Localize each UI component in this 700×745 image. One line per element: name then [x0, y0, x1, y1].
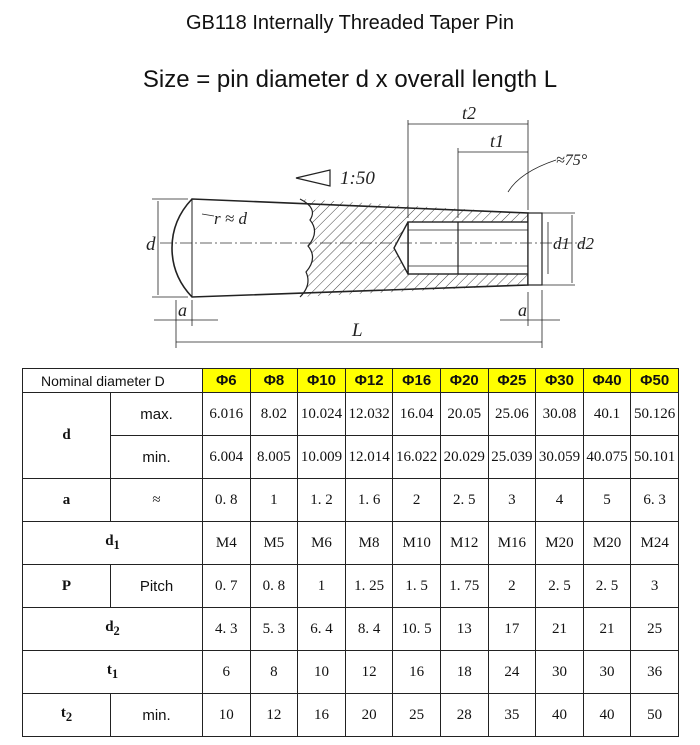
table-cell: 30.08	[536, 393, 584, 436]
table-cell: 2. 5	[440, 479, 488, 522]
size-header: Φ10	[298, 369, 346, 393]
table-cell: 20	[345, 694, 393, 737]
table-row-d1	[23, 522, 679, 565]
size-header: Φ40	[583, 369, 631, 393]
table-cell: 1	[250, 479, 298, 522]
size-header: Φ20	[440, 369, 488, 393]
table-cell: 50	[631, 694, 679, 737]
table-cell: 35	[488, 694, 536, 737]
size-header: Φ50	[631, 369, 679, 393]
table-row-t2	[23, 694, 679, 737]
label-t2: t2	[462, 103, 477, 123]
table-cell: 5	[583, 479, 631, 522]
table-cell: 1. 2	[298, 479, 346, 522]
table-row-d2	[23, 608, 679, 651]
table-row-d-max	[23, 393, 679, 436]
table-cell: 24	[488, 651, 536, 694]
table-cell: 3	[488, 479, 536, 522]
table-cell: 0. 8	[250, 565, 298, 608]
table-cell: 0. 7	[203, 565, 251, 608]
label-radius: r ≈ d	[214, 209, 247, 228]
table-cell: 16	[393, 651, 441, 694]
table-cell: 30	[583, 651, 631, 694]
nominal-diameter-label: Nominal diameter D	[23, 369, 203, 393]
table-cell: 21	[536, 608, 584, 651]
label-angle: ≈75°	[556, 152, 588, 169]
row-label-t2-main: t	[60, 705, 66, 721]
table-cell: 1. 25	[345, 565, 393, 608]
table-cell: 40.1	[583, 393, 631, 436]
table-cell: 8. 4	[345, 608, 393, 651]
table-cell: 1. 5	[393, 565, 441, 608]
size-header: Φ12	[345, 369, 393, 393]
table-cell: 12.014	[345, 436, 393, 479]
table-cell: M10	[393, 522, 441, 565]
table-cell: 17	[488, 608, 536, 651]
table-cell: 3	[631, 565, 679, 608]
table-cell: M24	[631, 522, 679, 565]
label-d1: d1	[553, 234, 570, 253]
size-header: Φ30	[536, 369, 584, 393]
table-cell: 20.05	[440, 393, 488, 436]
row-label-t2-sub: 2	[65, 710, 73, 724]
table-cell: 10.024	[298, 393, 346, 436]
table-cell: 12	[250, 694, 298, 737]
table-row-t1	[23, 651, 679, 694]
table-cell: M12	[440, 522, 488, 565]
size-header: Φ16	[393, 369, 441, 393]
table-cell: M4	[203, 522, 251, 565]
label-taper: 1:50	[340, 168, 375, 189]
table-cell: 2	[488, 565, 536, 608]
table-cell: 40	[583, 694, 631, 737]
row-label-t2	[23, 694, 111, 737]
row-label-p: P	[23, 565, 111, 608]
table-cell: 0. 8	[203, 479, 251, 522]
row-label-d1	[23, 522, 203, 565]
size-formula: Size = pin diameter d x overall length L	[142, 66, 558, 93]
row-label-d1-main: d	[105, 533, 114, 549]
table-cell: M6	[298, 522, 346, 565]
table-cell: 8	[250, 651, 298, 694]
table-cell: 16	[298, 694, 346, 737]
table-cell: 10.009	[298, 436, 346, 479]
row-label-d2-sub: 2	[113, 624, 120, 638]
table-cell: 2. 5	[583, 565, 631, 608]
table-cell: 50.126	[631, 393, 679, 436]
row-label-a: a	[23, 479, 111, 522]
table-cell: 8.02	[250, 393, 298, 436]
table-cell: 6.016	[203, 393, 251, 436]
taper-symbol	[296, 170, 330, 186]
size-header: Φ6	[203, 369, 251, 393]
dimension-table	[22, 368, 679, 737]
header-row	[23, 369, 679, 393]
table-cell: 2. 5	[536, 565, 584, 608]
table-cell: 30.059	[536, 436, 584, 479]
table-cell: 1. 75	[440, 565, 488, 608]
row-label-t1-main: t	[106, 662, 112, 678]
table-row-d-min	[23, 436, 679, 479]
table-cell: M8	[345, 522, 393, 565]
table-cell: 13	[440, 608, 488, 651]
table-cell: 25.06	[488, 393, 536, 436]
table-cell: 8.005	[250, 436, 298, 479]
table-cell: 6.004	[203, 436, 251, 479]
table-cell: 25	[631, 608, 679, 651]
label-d: d	[146, 234, 156, 255]
table-cell: 18	[440, 651, 488, 694]
table-cell: 40	[536, 694, 584, 737]
table-cell: 6. 3	[631, 479, 679, 522]
table-cell: 6	[203, 651, 251, 694]
table-cell: 40.075	[583, 436, 631, 479]
table-cell: 12	[345, 651, 393, 694]
table-cell: 25	[393, 694, 441, 737]
row-sublabel-min: min.	[111, 694, 203, 737]
row-label-d2-main: d	[105, 619, 114, 635]
table-cell: 5. 3	[250, 608, 298, 651]
table-cell: 30	[536, 651, 584, 694]
table-cell: 10	[298, 651, 346, 694]
table-cell: 20.029	[440, 436, 488, 479]
table-cell: 6. 4	[298, 608, 346, 651]
table-row-pitch	[23, 565, 679, 608]
table-row-a	[23, 479, 679, 522]
row-label-d1-sub: 1	[113, 538, 120, 552]
table-cell: 12.032	[345, 393, 393, 436]
row-label-d2	[23, 608, 203, 651]
table-cell: M16	[488, 522, 536, 565]
label-L: L	[352, 320, 363, 341]
table-cell: M20	[583, 522, 631, 565]
size-header: Φ25	[488, 369, 536, 393]
label-t1: t1	[490, 131, 505, 151]
table-cell: 4	[536, 479, 584, 522]
table-cell: 4. 3	[203, 608, 251, 651]
label-a-right: a	[518, 300, 527, 320]
table-cell: 50.101	[631, 436, 679, 479]
size-header: Φ8	[250, 369, 298, 393]
row-label-t1	[23, 651, 203, 694]
table-cell: 2	[393, 479, 441, 522]
row-label-d: d	[23, 393, 111, 479]
row-sublabel-min: min.	[111, 436, 203, 479]
table-cell: 16.022	[393, 436, 441, 479]
table-cell: 25.039	[488, 436, 536, 479]
label-a-left: a	[178, 300, 187, 320]
row-sublabel-pitch: Pitch	[111, 565, 203, 608]
table-cell: 1. 6	[345, 479, 393, 522]
label-d2: d2	[577, 234, 594, 253]
table-cell: M20	[536, 522, 584, 565]
table-cell: 1	[298, 565, 346, 608]
table-cell: 36	[631, 651, 679, 694]
row-sublabel-max: max.	[111, 393, 203, 436]
table-cell: 21	[583, 608, 631, 651]
row-label-t1-sub: 1	[111, 667, 119, 681]
table-cell: 28	[440, 694, 488, 737]
table-cell: 10. 5	[393, 608, 441, 651]
table-cell: M5	[250, 522, 298, 565]
table-cell: 16.04	[393, 393, 441, 436]
table-cell: 10	[203, 694, 251, 737]
row-sublabel-approx: ≈	[111, 479, 203, 522]
page-title: GB118 Internally Threaded Taper Pin	[186, 12, 514, 34]
technical-drawing	[0, 100, 700, 355]
